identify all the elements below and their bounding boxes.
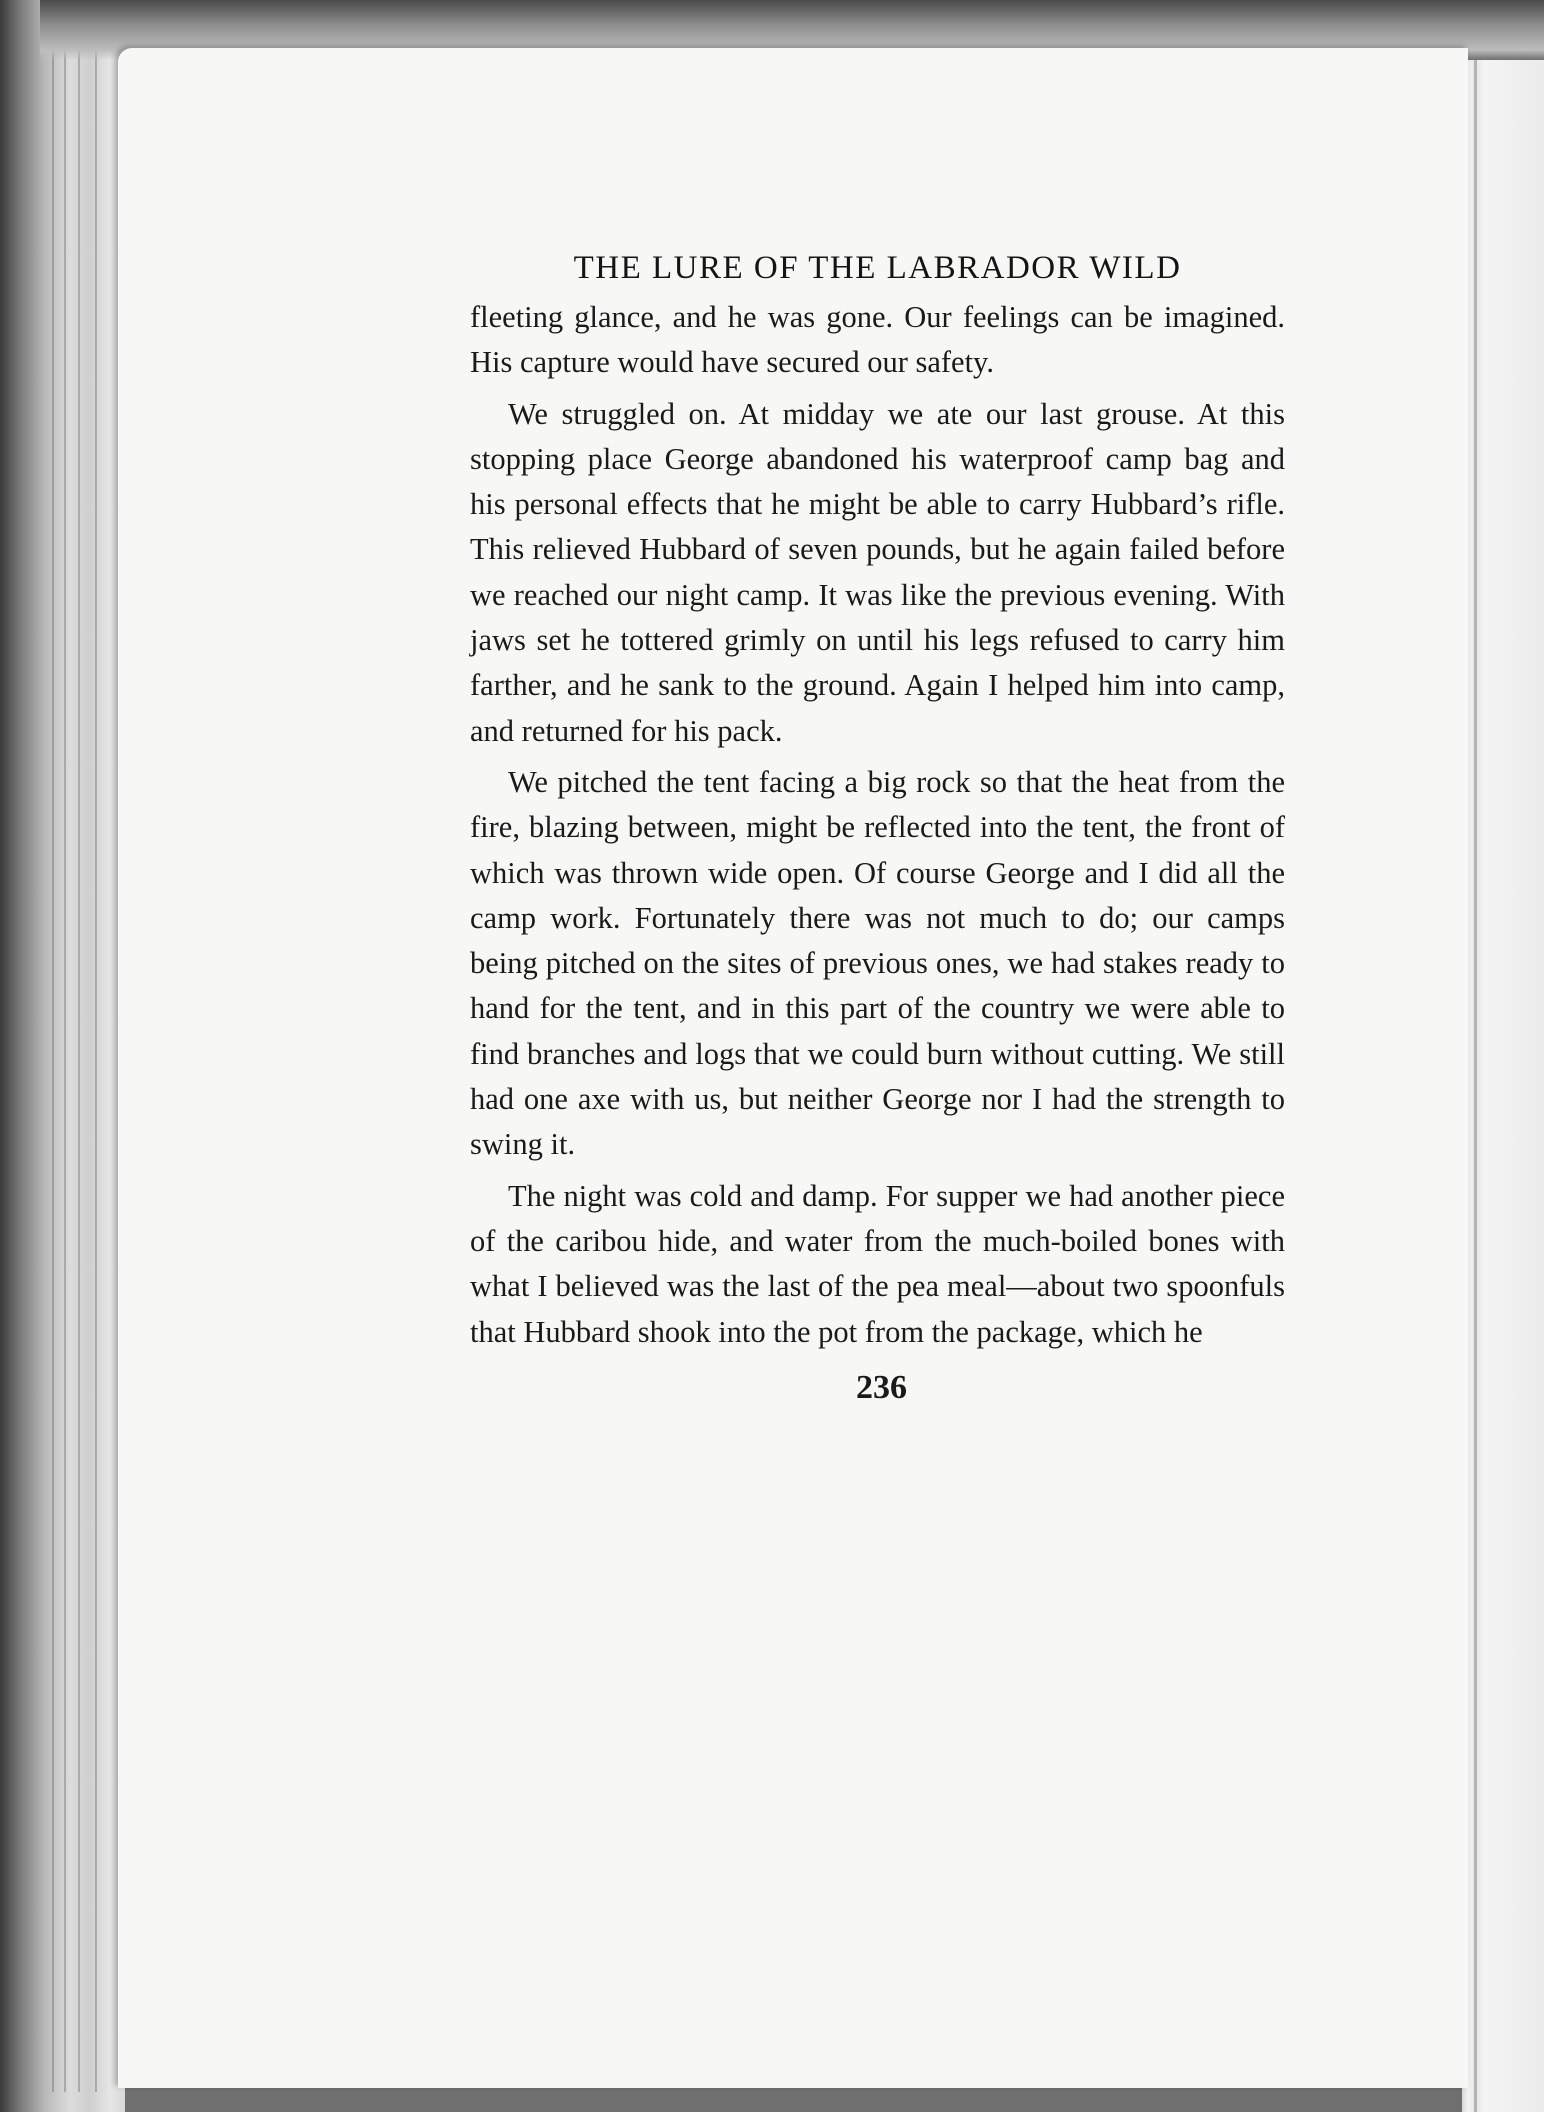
right-page-edge	[1462, 60, 1544, 2112]
paragraph-continued: fleeting glance, and he was gone. Our feelings can be imagined. His capture would have secured our safety.	[470, 300, 1285, 380]
page-number: 236	[856, 1368, 907, 1406]
text-block	[470, 250, 1285, 1407]
book-page-edges	[0, 0, 125, 2112]
paragraph: The night was cold and damp. For supper we had another piece of the caribou hide, and water from the much-boiled bones with what I believed was the last of the pea meal—about two spoonfuls that Hubbard shook into the pot from the package, which he	[470, 1178, 1285, 1349]
paragraph: We struggled on. At midday we ate our last grouse. At this stopping place George abandoned his waterproof camp bag and his personal effects that he might be able to carry Hubbard’s rifle. This relieved Hubbard of seven pounds, but he again failed before we reached our night camp. It was like the previous evening. With jaws set he tottered grimly on until his legs refused to carry him farther, and he sank to the ground. Again I helped him into camp, and returned for his pack.	[470, 396, 1285, 748]
paragraph: We pitched the tent facing a big rock so that the heat from the fire, blazing between, might be reflected into the tent, the front of which was thrown wide open. Of course George and I did all the camp work. Fortunately there was not much to do; our camps being pitched on the sites of previous ones, we had stakes ready to hand for the tent, and in this part of the country we were able to find branches and logs that we could burn without cutting. We still had one axe with us, but neither George nor I had the strength to swing it.	[470, 764, 1285, 1162]
running-head: THE LURE OF THE LABRADOR WILD	[573, 250, 1182, 286]
